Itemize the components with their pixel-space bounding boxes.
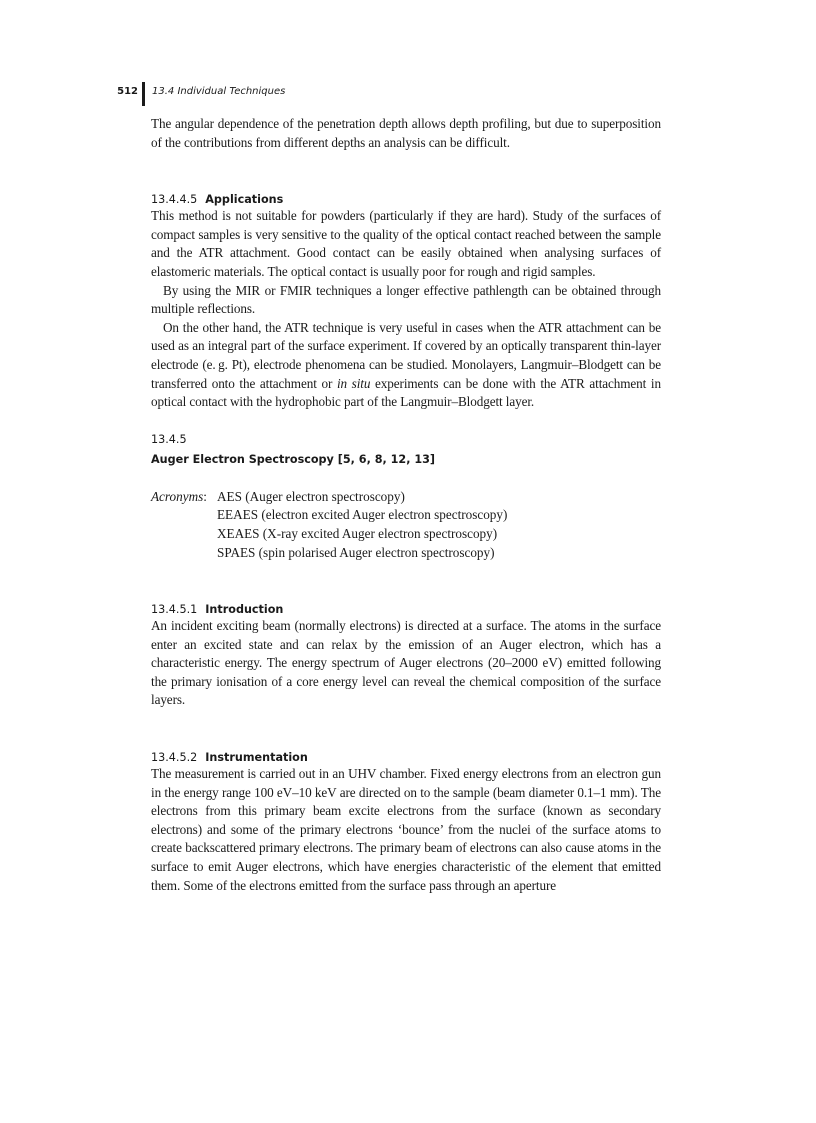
section-number: 13.4.5.2: [151, 751, 198, 765]
acronyms-list: [151, 488, 661, 562]
introduction-paragraph: An incident exciting beam (normally electrons) is directed at a surface. The atoms in the surface enter an excited state and can relax by the emission of an Auger electron, which has a characteristic energy. The energy spectrum of Auger electrons (20–2000 eV) emitted following the primary ionisation of a core energy level can reveal the chemical composition of the surface layers.: [151, 618, 661, 708]
section-heading-instrumentation: [151, 746, 661, 765]
section-title: Instrumentation: [205, 751, 308, 765]
acronym-row: [151, 525, 661, 544]
section-number: 13.4.5: [151, 432, 187, 446]
acronym-item: XEAES (X-ray excited Auger electron spectroscopy): [217, 525, 498, 541]
spacer: [151, 470, 661, 488]
applications-paragraph-1: This method is not suitable for powders (particularly if they are hard). Study of the surfaces of compact samples is very sensitive to the quality of the optical contact reached between the sample and the ATR attachment. Good contact can be easily obtained when analysing surfaces of elastomeric materials. The optical contact is usually poor for rough and rigid samples.: [151, 208, 661, 279]
page-number: 512: [117, 86, 138, 97]
section-number: 13.4.5.1: [151, 603, 198, 617]
spacer: [151, 412, 661, 430]
acronym-item: AES (Auger electron spectroscopy): [217, 488, 405, 504]
applications-paragraph-2: By using the MIR or FMIR techniques a longer effective pathlength can be obtained through multiple reflections.: [151, 282, 661, 317]
text-run: experiments can be done with the ATR attachment in optical contact with the hydrophobic part of the Langmuir–Blodgett layer.: [151, 375, 661, 410]
section-heading-applications: [151, 188, 661, 207]
acronym-row: [151, 506, 661, 525]
spacer: [151, 562, 661, 598]
acronym-item: SPAES (spin polarised Auger electron spectroscopy): [217, 544, 495, 560]
acronym-item: EEAES (electron excited Auger electron spectroscopy): [217, 507, 508, 523]
italic-term: in situ: [336, 375, 371, 391]
page-body: [151, 115, 661, 895]
section-heading-aes: [151, 430, 661, 470]
acronyms-label: Acronyms:: [151, 488, 207, 504]
acronym-row: [151, 544, 661, 563]
running-head: 13.4 Individual Techniques: [152, 86, 286, 97]
page-header: [0, 82, 816, 106]
section-title: Auger Electron Spectroscopy [5, 6, 8, 12, 13]: [151, 452, 436, 466]
header-rule: [142, 82, 145, 106]
intro-paragraph: The angular dependence of the penetration depth allows depth profiling, but due to superposition of the contributions from different depths an analysis can be difficult.: [151, 116, 661, 150]
instrumentation-paragraph: The measurement is carried out in an UHV chamber. Fixed energy electrons from an electron gun in the energy range 100 eV–10 keV are directed on to the sample (beam diameter 0.1–1 mm). The electrons from this primary beam excite electrons from the surface (known as secondary electrons) and some of the primary electrons ‘bounce’ from the nuclei of the surface atoms to create backscattered primary electrons. The primary beam of electrons can also cause atoms in the surface to emit Auger electrons, which have energies characteristic of the element that emitted them. Some of the electrons emitted from the surface pass through an aperture: [151, 766, 661, 893]
section-number: 13.4.4.5: [151, 193, 198, 207]
spacer: [151, 710, 661, 746]
acronyms-label-text: Acronyms: [151, 488, 204, 504]
section-heading-introduction: [151, 598, 661, 617]
spacer: [151, 152, 661, 188]
applications-paragraph-3: [151, 319, 661, 412]
acronym-row: [151, 488, 661, 507]
text-run: On the other hand, the ATR technique is very useful in cases when the ATR attachment can be used as an integral part of the surface experiment. If covered by an optically transparent thin-layer electrode (e. g. Pt), electrode phenomena can be studied. Monolayers, Langmuir–Blodgett can be transferred onto the attachment or: [151, 319, 661, 391]
section-title: Introduction: [205, 603, 284, 617]
section-title: Applications: [205, 193, 284, 207]
